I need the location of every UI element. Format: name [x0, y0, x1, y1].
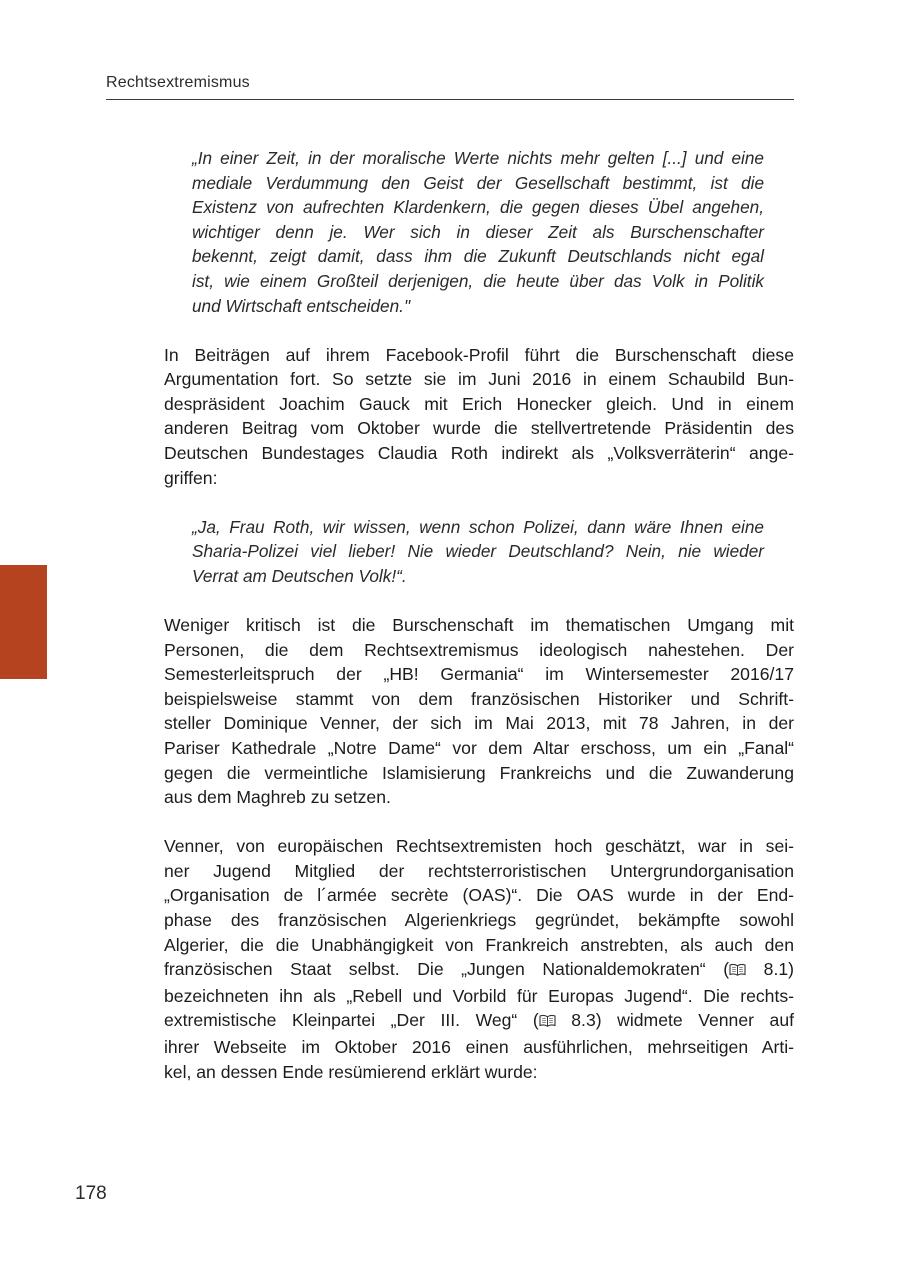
- paragraph-line: Algerier, die die Unabhängigkeit von Frankreich anstrebten, als auch den: [164, 934, 794, 955]
- quote-line: ist, wie einem Großteil derjenigen, die heute über das Volk in Politik: [192, 270, 764, 291]
- open-book-icon: [539, 1010, 556, 1035]
- quote-line: Sharia-Polizei viel lieber! Nie wieder Deutschland? Nein, nie wieder: [192, 541, 764, 562]
- open-book-icon: [729, 959, 746, 984]
- paragraph-line: „Organisation de l´armée secrète (OAS)“. Die OAS wurde in der End-: [164, 885, 794, 906]
- running-header: [106, 74, 794, 100]
- paragraph-line: gegen die vermeintliche Islamisierung Frankreichs und die Zuwanderung: [164, 762, 794, 783]
- quote-line: Existenz von aufrechten Klardenkern, die gegen dieses Übel angehen,: [192, 197, 764, 218]
- paragraph-line: beispielsweise stammt von dem französischen Historiker und Schrift-: [164, 688, 794, 709]
- paragraph-line: anderen Beitrag vom Oktober wurde die stellvertretende Präsidentin des: [164, 418, 794, 439]
- paragraph-line: Personen, die dem Rechtsextremismus ideologisch nahestehen. Der: [164, 639, 794, 660]
- book-reference-number: 8.1): [763, 959, 794, 980]
- paragraph-3: [164, 834, 794, 1084]
- paragraph-line: phase des französischen Algerienkriegs gegründet, bekämpfte sowohl: [164, 910, 794, 931]
- book-reference-text: 8.3) widmete Venner auf: [571, 1010, 794, 1031]
- quote-line: „Ja, Frau Roth, wir wissen, wenn schon Polizei, dann wäre Ihnen eine: [192, 516, 764, 537]
- paragraph-line: griffen:: [164, 467, 218, 488]
- paragraph-line: ner Jugend Mitglied der rechtsterroristischen Untergrundorganisation: [164, 860, 794, 881]
- quote-line: bekennt, zeigt damit, dass ihm die Zukunft Deutschlands nicht egal: [192, 246, 764, 267]
- paragraph-line: ihrer Webseite im Oktober 2016 einen ausführlichen, mehrseitigen Arti-: [164, 1037, 794, 1057]
- paragraph-line: kel, an dessen Ende resümierend erklärt wurde:: [164, 1061, 538, 1082]
- paragraph-line: Pariser Kathedrale „Notre Dame“ vor dem Altar erschoss, um ein „Fanal“: [164, 737, 794, 758]
- quote-line: und Wirtschaft entscheiden.": [192, 295, 411, 316]
- page-number: 178: [75, 1183, 107, 1204]
- page-body: [164, 146, 794, 1084]
- quote-line: mediale Verdummung den Geist der Gesellschaft bestimmt, ist die: [192, 172, 764, 193]
- paragraph-line: Weniger kritisch ist die Burschenschaft im thematischen Umgang mit: [164, 615, 794, 635]
- chapter-thumb-tab: [0, 565, 47, 679]
- quote-line: „In einer Zeit, in der moralische Werte nichts mehr gelten [...] und eine: [192, 148, 764, 168]
- paragraph-line: Argumentation fort. So setzte sie im Juni 2016 in einem Schaubild Bun-: [164, 369, 794, 390]
- paragraph-line: aus dem Maghreb zu setzen.: [164, 787, 391, 808]
- quote-line: wichtiger denn je. Wer sich in dieser Zeit als Burschenschafter: [192, 221, 764, 242]
- quote-line: Verrat am Deutschen Volk!“.: [192, 565, 407, 586]
- paragraph-line: despräsident Joachim Gauck mit Erich Honecker gleich. Und in einem: [164, 393, 794, 414]
- paragraph-line-with-reference: [164, 957, 794, 984]
- paragraph-line: Semesterleitspruch der „HB! Germania“ im Wintersemester 2016/17: [164, 664, 794, 685]
- paragraph-line: Deutschen Bundestages Claudia Roth indirekt als „Volksverräterin“ ange-: [164, 443, 794, 464]
- paragraph-1: [164, 343, 794, 491]
- paragraph-line: Venner, von europäischen Rechtsextremisten hoch geschätzt, war in sei-: [164, 836, 794, 857]
- paragraph-line: bezeichneten ihn als „Rebell und Vorbild für Europas Jugend“. Die rechts-: [164, 985, 794, 1006]
- text-segment: französischen Staat selbst. Die „Jungen Nationaldemokraten“ (: [164, 959, 730, 980]
- block-quote-1: [192, 146, 764, 318]
- paragraph-line-with-reference: [164, 1008, 794, 1035]
- text-segment: extremistische Kleinpartei „Der III. Weg“ (: [164, 1010, 539, 1031]
- block-quote-2: [192, 515, 764, 589]
- running-title: Rechtsextremismus: [106, 74, 250, 91]
- paragraph-line: steller Dominique Venner, der sich im Mai 2013, mit 78 Jahren, in der: [164, 713, 794, 734]
- paragraph-2: [164, 613, 794, 810]
- paragraph-line: In Beiträgen auf ihrem Facebook-Profil führt die Burschenschaft diese: [164, 344, 794, 365]
